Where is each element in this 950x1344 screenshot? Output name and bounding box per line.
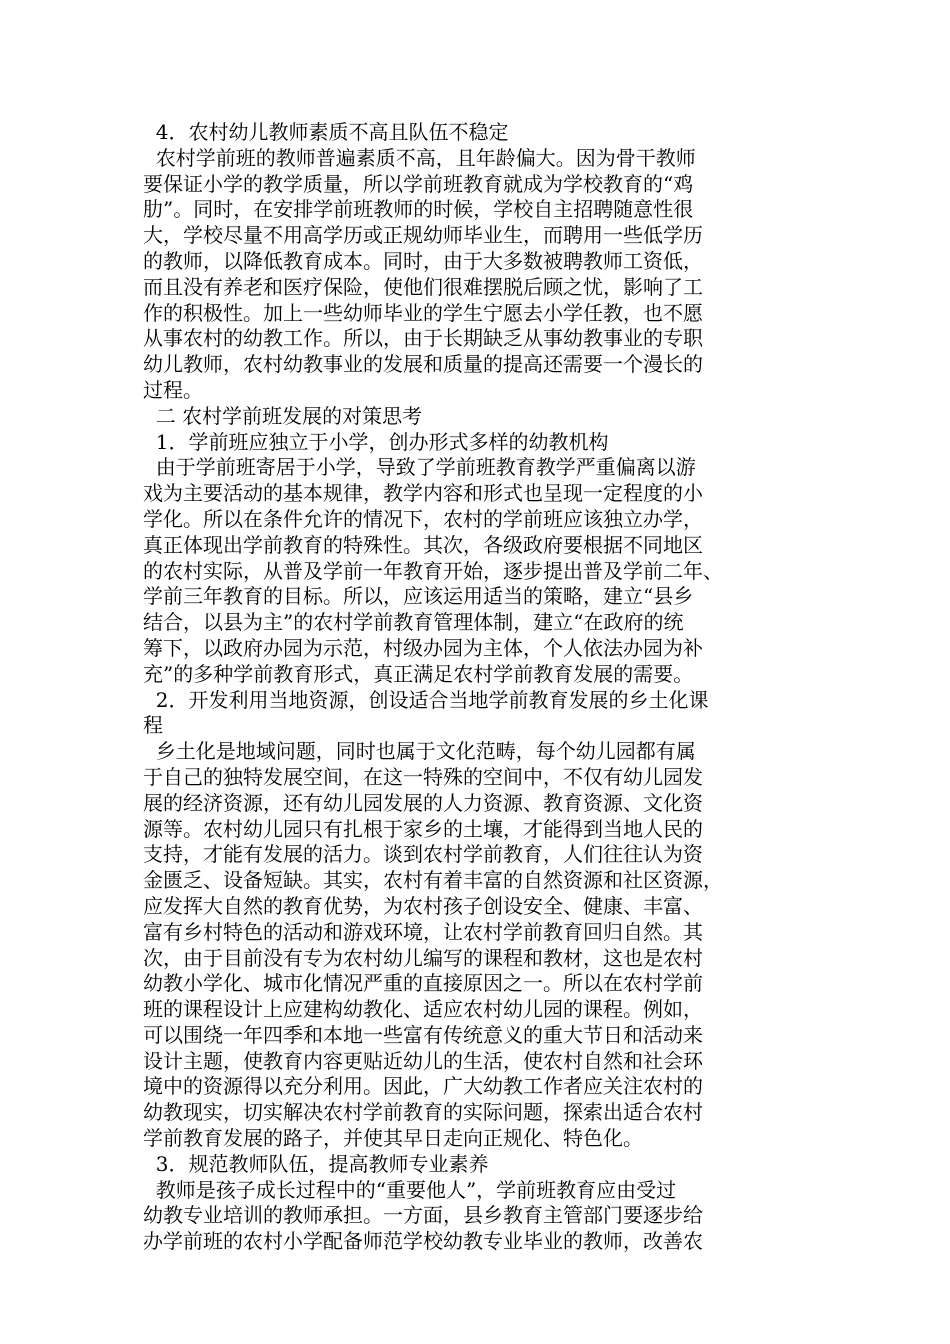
document-body <box>143 120 783 1255</box>
text-line: 境中的资源得以充分利用。因此，广大幼教工作者应关注农村的 <box>143 1074 703 1099</box>
text-line: 真正体现出学前教育的特殊性。其次，各级政府要根据不同地区 <box>143 532 703 557</box>
text-line: 二 农村学前班发展的对策思考 <box>143 403 423 428</box>
text-line: 可以围绕一年四季和本地一些富有传统意义的重大节日和活动来 <box>143 1022 703 1047</box>
text-line: 教师是孩子成长过程中的“重要他人”，学前班教育应由受过 <box>143 1177 677 1202</box>
text-line: 肋”。同时，在安排学前班教师的时候，学校自主招聘随意性很 <box>143 197 694 222</box>
text-line: 4．农村幼儿教师素质不高且队伍不稳定 <box>143 120 509 144</box>
text-line: 3．规范教师队伍，提高教师专业素养 <box>143 1151 489 1176</box>
text-line: 应发挥大自然的教育优势，为农村孩子创设安全、健康、丰富、 <box>143 893 703 918</box>
text-line: 幼教现实，切实解决农村学前教育的实际问题，探索出适合农村 <box>143 1100 703 1125</box>
text-line: 班的课程设计上应建构幼教化、适应农村幼儿园的课程。例如， <box>143 997 703 1022</box>
text-line: 乡土化是地域问题，同时也属于文化范畴，每个幼儿园都有属 <box>143 739 696 764</box>
text-line: 富有乡村特色的活动和游戏环境，让农村学前教育回归自然。其 <box>143 919 703 944</box>
text-line: 办学前班的农村小学配备师范学校幼教专业毕业的教师，改善农 <box>143 1229 703 1254</box>
text-line: 金匮乏、设备短缺。其实，农村有着丰富的自然资源和社区资源， <box>143 868 723 893</box>
text-line: 源等。农村幼儿园只有扎根于家乡的土壤，才能得到当地人民的 <box>143 816 703 841</box>
text-line: 充”的多种学前教育形式，真正满足农村学前教育发展的需要。 <box>143 661 694 686</box>
text-line: 戏为主要活动的基本规律，教学内容和形式也呈现一定程度的小 <box>143 481 703 506</box>
text-line: 于自己的独特发展空间，在这一特殊的空间中，不仅有幼儿园发 <box>143 764 703 789</box>
text-line: 结合，以县为主”的农村学前教育管理体制，建立“在政府的统 <box>143 610 684 635</box>
text-line: 作的积极性。加上一些幼师毕业的学生宁愿去小学任教，也不愿 <box>143 300 703 325</box>
text-line: 要保证小学的教学质量，所以学前班教育就成为学校教育的“鸡 <box>143 171 694 196</box>
text-line: 由于学前班寄居于小学，导致了学前班教育教学严重偏离以游 <box>143 455 696 480</box>
text-line: 幼儿教师，农村幼教事业的发展和质量的提高还需要一个漫长的 <box>143 352 703 377</box>
text-line: 学前三年教育的目标。所以，应该运用适当的策略，建立“县乡 <box>143 584 694 609</box>
text-line: 过程。 <box>143 377 203 402</box>
text-line: 而且没有养老和医疗保险，使他们很难摆脱后顾之忧，影响了工 <box>143 274 703 299</box>
text-line: 学化。所以在条件允许的情况下，农村的学前班应该独立办学， <box>143 506 703 531</box>
text-line: 的教师，以降低教育成本。同时，由于大多数被聘教师工资低， <box>143 248 703 273</box>
text-line: 学前教育发展的路子，并使其早日走向正规化、特色化。 <box>143 1126 643 1151</box>
text-line: 筹下，以政府办园为示范，村级办园为主体，个人依法办园为补 <box>143 635 703 660</box>
text-line: 大，学校尽量不用高学历或正规幼师毕业生，而聘用一些低学历 <box>143 223 703 248</box>
text-line: 的农村实际，从普及学前一年教育开始，逐步提出普及学前二年、 <box>143 558 723 583</box>
text-line: 展的经济资源，还有幼儿园发展的人力资源、教育资源、文化资 <box>143 790 703 815</box>
text-line: 次，由于目前没有专为农村幼儿编写的课程和教材，这也是农村 <box>143 945 703 970</box>
text-line: 幼教专业培训的教师承担。一方面，县乡教育主管部门要逐步给 <box>143 1203 703 1228</box>
text-line: 程 <box>143 713 163 738</box>
text-line: 支持，才能有发展的活力。谈到农村学前教育，人们往往认为资 <box>143 842 703 867</box>
text-line: 2．开发利用当地资源，创设适合当地学前教育发展的乡土化课 <box>143 687 709 712</box>
text-line: 设计主题，使教育内容更贴近幼儿的生活，使农村自然和社会环 <box>143 1048 703 1073</box>
text-line: 1．学前班应独立于小学，创办形式多样的幼教机构 <box>143 429 609 454</box>
text-line: 农村学前班的教师普遍素质不高，且年龄偏大。因为骨干教师 <box>143 145 696 170</box>
text-line: 从事农村的幼教工作。所以，由于长期缺乏从事幼教事业的专职 <box>143 326 703 351</box>
text-line: 幼教小学化、城市化情况严重的直接原因之一。所以在农村学前 <box>143 971 703 996</box>
